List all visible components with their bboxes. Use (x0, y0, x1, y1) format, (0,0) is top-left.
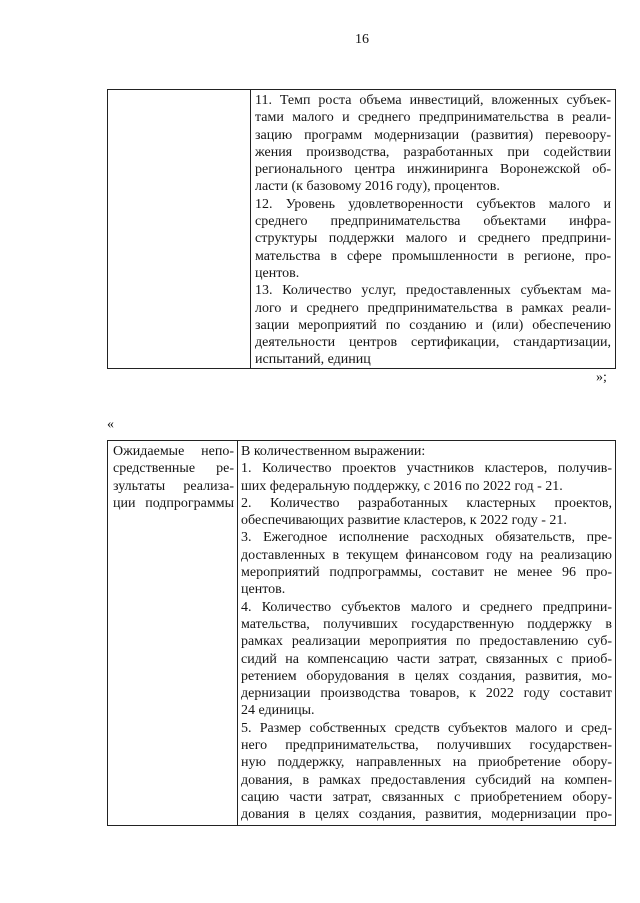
text-line: центов. (255, 265, 300, 281)
text-line: 2. Количество разработанных кластерных проектов, (241, 495, 612, 511)
text-line: тами малого и среднего предпринимательства в реали- (255, 110, 611, 126)
indicators-table (107, 89, 616, 369)
text-line: дования в целях создания, развития, модернизации про- (241, 807, 612, 823)
text-line: сацию части затрат, связанных с приобретением обору- (241, 789, 612, 805)
text-line: зации мероприятий по созданию и (или) обеспечению (255, 317, 611, 333)
text-line: зультаты реализа- (113, 478, 234, 494)
text-line: доставленных в текущем финансовом году на реализацию (241, 547, 612, 563)
text-line: сидий на компенсацию части затрат, связанных с приоб- (241, 651, 612, 667)
text-line: Ожидаемые непо- (113, 444, 234, 459)
text-line: 3. Ежегодное исполнение расходных обязательств, пре- (241, 530, 612, 546)
closing-quote: »; (596, 370, 607, 385)
text-line: регионального центра инжиниринга Воронежской об- (255, 162, 611, 178)
text-line: мероприятий подпрограммы, составит не менее 96 про- (241, 565, 612, 581)
text-line: 5. Размер собственных средств субъектов малого и сред- (241, 720, 612, 736)
expected-results-table (107, 440, 616, 826)
text-line: мательства, получивших государственную поддержку в (241, 616, 612, 632)
opening-quote: « (107, 417, 114, 432)
table-right-cell (238, 441, 615, 825)
text-line: него предпринимательства, получивших государствен- (241, 738, 612, 754)
text-line: ших федеральную поддержку, с 2016 по 2022 год - 21. (241, 478, 563, 494)
text-line: рамках реализации мероприятия по предоставлению суб- (241, 634, 612, 650)
text-line: ную поддержку, направленных на приобретение обору- (241, 755, 612, 771)
text-line: 13. Количество услуг, предоставленных субъектам ма- (255, 283, 611, 299)
text-line: лого и среднего предпринимательства в рамках реали- (255, 300, 611, 316)
text-line: ласти (к базовому 2016 году), процентов. (255, 179, 500, 195)
text-line: мательства в сфере промышленности в регионе, про- (255, 248, 611, 264)
table-left-cell (108, 441, 238, 825)
table-left-cell-empty (108, 90, 251, 368)
text-line: 11. Темп роста объема инвестиций, вложенных субъек- (255, 93, 611, 108)
text-line: средственные ре- (113, 461, 234, 477)
page-number: 16 (355, 32, 369, 47)
text-line: ции подпрограммы (113, 495, 234, 511)
text-line: 24 единицы. (241, 703, 315, 719)
text-line: жения производства, разработанных при содействии (255, 144, 611, 160)
text-line: 1. Количество проектов участников кластеров, получив- (241, 461, 612, 477)
text-line: центов. (241, 582, 286, 598)
table-right-cell (251, 90, 615, 368)
text-line: В количественном выражении: (241, 444, 426, 459)
text-line: 4. Количество субъектов малого и среднего предприни- (241, 599, 612, 615)
text-line: среднего предпринимательства объектами инфра- (255, 214, 611, 230)
text-line: деятельности центров сертификации, стандартизации, (255, 335, 611, 351)
text-line: ретением оборудования в целях создания, развития, мо- (241, 668, 612, 684)
text-line: 12. Уровень удовлетворенности субъектов малого и (255, 196, 611, 212)
text-line: обеспечивающих развитие кластеров, к 2022 году - 21. (241, 513, 567, 529)
text-line: зацию программ модернизации (развития) перевоору- (255, 127, 611, 143)
text-line: дернизации производства товаров, к 2022 году составит (241, 686, 612, 702)
text-line: испытаний, единиц (255, 352, 371, 368)
text-line: дования, в рамках предоставления субсидий на компен- (241, 772, 612, 788)
text-line: структуры поддержки малого и среднего предприни- (255, 231, 611, 247)
